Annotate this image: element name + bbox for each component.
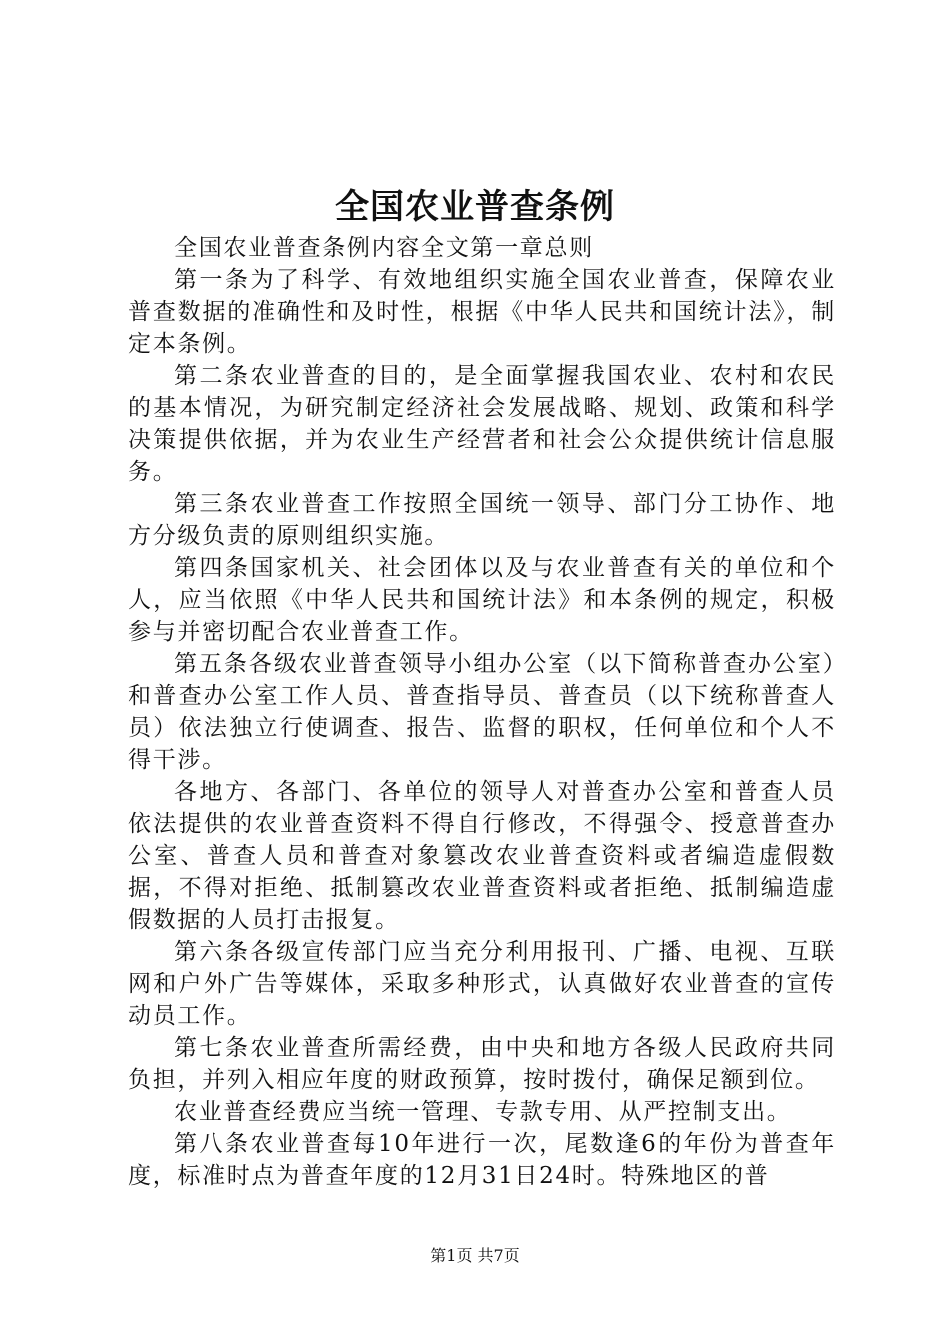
- paragraph-article-2: 第二条农业普查的目的，是全面掌握我国农业、农村和农民的基本情况，为研究制定经济社会发展战略、规划、政策和科学决策提供依据，并为农业生产经营者和社会公众提供统计信息服务。: [128, 363, 836, 485]
- paragraph-article-7-cont: 农业普查经费应当统一管理、专款专用、从严控制支出。: [174, 1099, 792, 1125]
- paragraph-article-6: 第六条各级宣传部门应当充分利用报刊、广播、电视、互联网和户外广告等媒体，采取多种形式，认真做好农业普查的宣传动员工作。: [128, 939, 836, 1029]
- paragraph-article-4: 第四条国家机关、社会团体以及与农业普查有关的单位和个人，应当依照《中华人民共和国统计法》和本条例的规定，积极参与并密切配合农业普查工作。: [128, 555, 836, 645]
- paragraph-article-8: 第八条农业普查每10年进行一次，尾数逢6的年份为普查年度，标准时点为普查年度的12月31日24时。特殊地区的普: [128, 1131, 836, 1189]
- paragraph-article-3: 第三条农业普查工作按照全国统一领导、部门分工协作、地方分级负责的原则组织实施。: [128, 491, 836, 549]
- paragraph-article-7: 第七条农业普查所需经费，由中央和地方各级人民政府共同负担，并列入相应年度的财政预算，按时拨付，确保足额到位。: [128, 1035, 836, 1093]
- paragraph-chapter-heading: 全国农业普查条例内容全文第一章总则: [174, 235, 594, 261]
- page-footer: 第1页 共7页: [430, 1246, 520, 1265]
- paragraph-article-5-cont: 各地方、各部门、各单位的领导人对普查办公室和普查人员依法提供的农业普查资料不得自行修改，不得强令、授意普查办公室、普查人员和普查对象篡改农业普查资料或者编造虚假数据，不得对拒绝、抵制篡改农业普查资料或者拒绝、抵制编造虚假数据的人员打击报复。: [128, 779, 836, 933]
- document-title: 全国农业普查条例: [335, 187, 615, 227]
- paragraph-article-5: 第五条各级农业普查领导小组办公室（以下简称普查办公室）和普查办公室工作人员、普查指导员、普查员（以下统称普查人员）依法独立行使调查、报告、监督的职权，任何单位和个人不得干涉。: [128, 651, 836, 773]
- paragraph-article-1: 第一条为了科学、有效地组织实施全国农业普查，保障农业普查数据的准确性和及时性，根据《中华人民共和国统计法》，制定本条例。: [128, 267, 836, 357]
- document-body: [128, 232, 836, 1192]
